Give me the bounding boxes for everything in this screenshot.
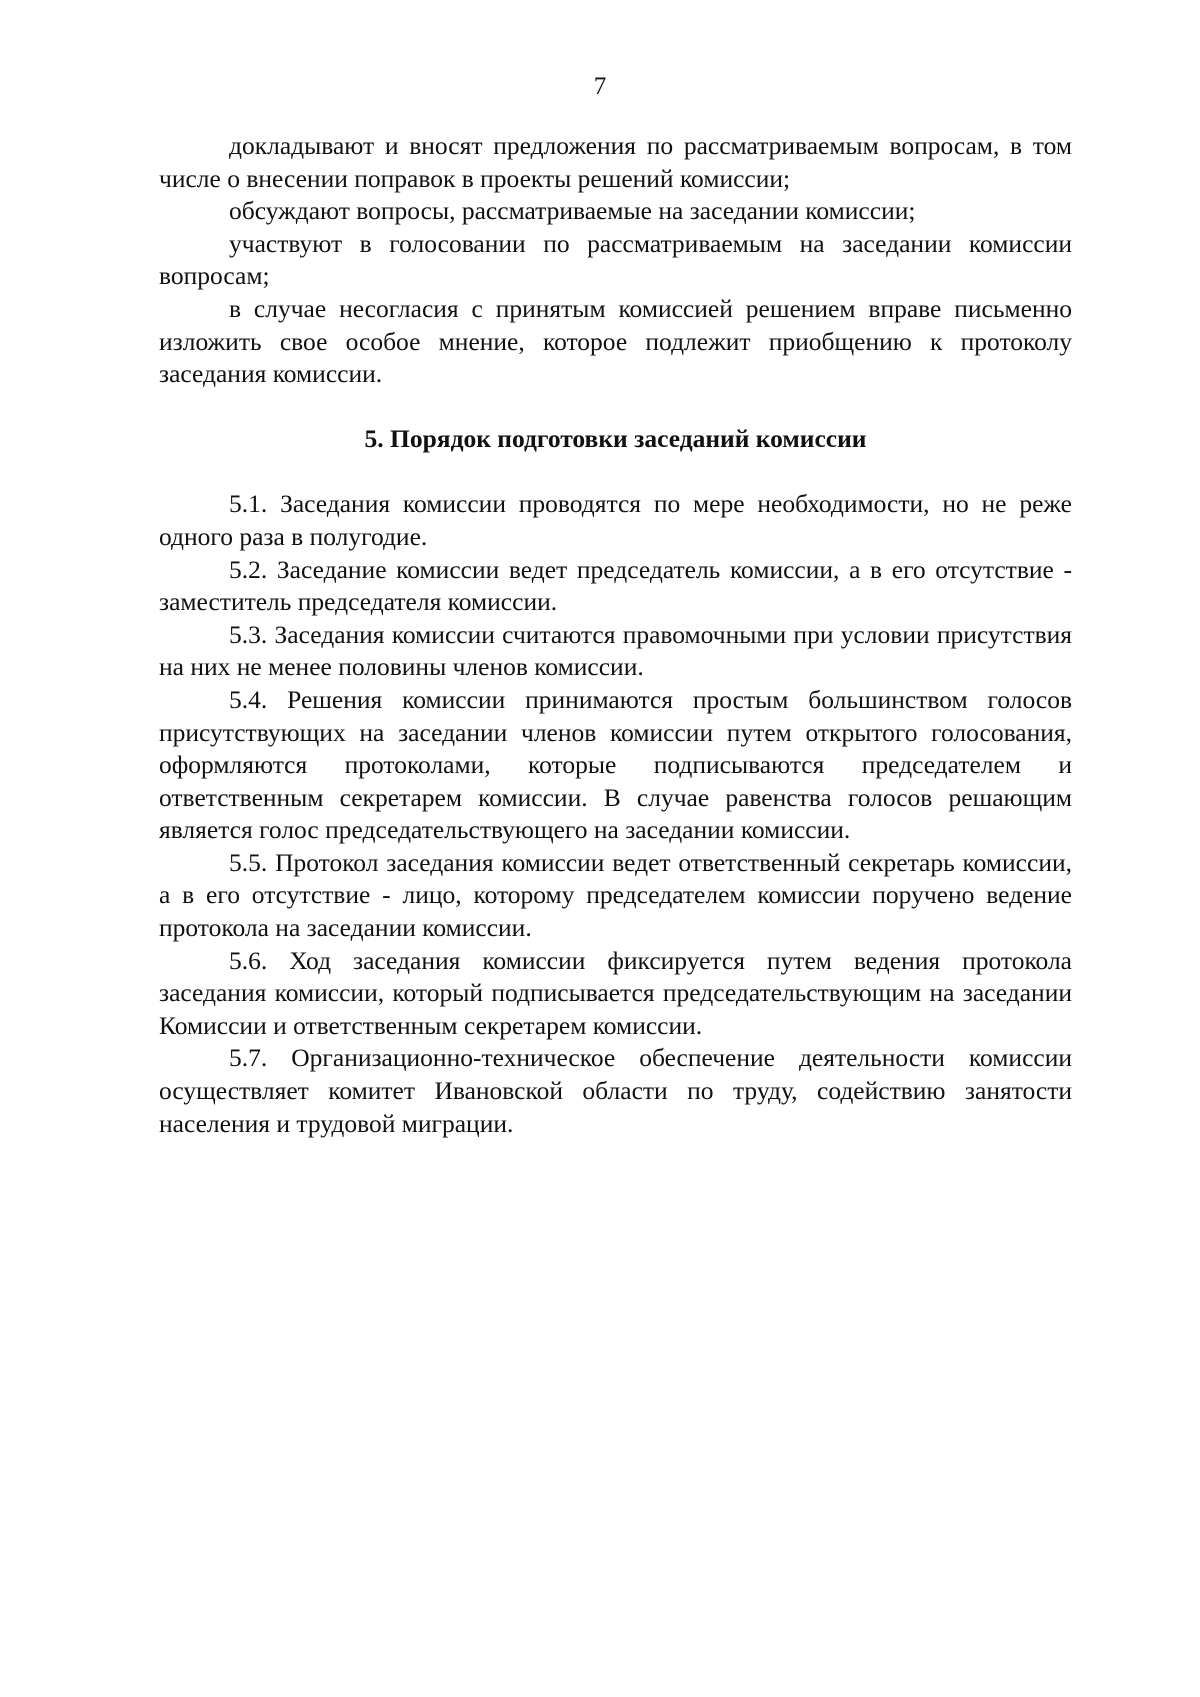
clause-5-5: 5.5. Протокол заседания комиссии ведет ответственный секретарь комиссии, а в его отсутствие - лицо, которому председателем комиссии поручено ведение протокола на заседании комиссии. [159,847,1072,943]
paragraph: в случае несогласия с принятым комиссией решением вправе письменно изложить свое особое мнение, которое подлежит приобщению к протоколу заседания комиссии. [159,293,1072,389]
section-heading: 5. Порядок подготовки заседаний комиссии [364,423,867,453]
document-body [159,130,1072,1140]
page-number: 7 [593,73,607,100]
clause-5-4: 5.4. Решения комиссии принимаются простым большинством голосов присутствующих на заседании членов комиссии путем открытого голосования, оформляются протоколами, которые подписываются председателем и ответственным секретарем комиссии. В случае равенства голосов решающим является голос председательствующего на заседании комиссии. [159,684,1072,845]
paragraph: обсуждают вопросы, рассматриваемые на заседании комиссии; [229,196,916,226]
clause-5-2: 5.2. Заседание комиссии ведет председатель комиссии, а в его отсутствие - заместитель председателя комиссии. [159,554,1072,617]
paragraph: докладывают и вносят предложения по рассматриваемым вопросам, в том числе о внесении поправок в проекты решений комиссии; [159,131,1072,193]
clause-5-1: 5.1. Заседания комиссии проводятся по мере необходимости, но не реже одного раза в полугодие. [159,489,1072,551]
clause-5-6: 5.6. Ход заседания комиссии фиксируется путем ведения протокола заседания комиссии, который подписывается председательствующим на заседании Комиссии и ответственным секретарем комиссии. [159,945,1072,1040]
paragraph: участвуют в голосовании по рассматриваемым на заседании комиссии вопросам; [159,228,1072,291]
clause-5-7: 5.7. Организационно-техническое обеспечение деятельности комиссии осуществляет комитет Ивановской области по труду, содействию занятости населения и трудовой миграции. [159,1043,1072,1138]
clause-5-3: 5.3. Заседания комиссии считаются правомочными при условии присутствия на них не менее половины членов комиссии. [159,619,1072,682]
